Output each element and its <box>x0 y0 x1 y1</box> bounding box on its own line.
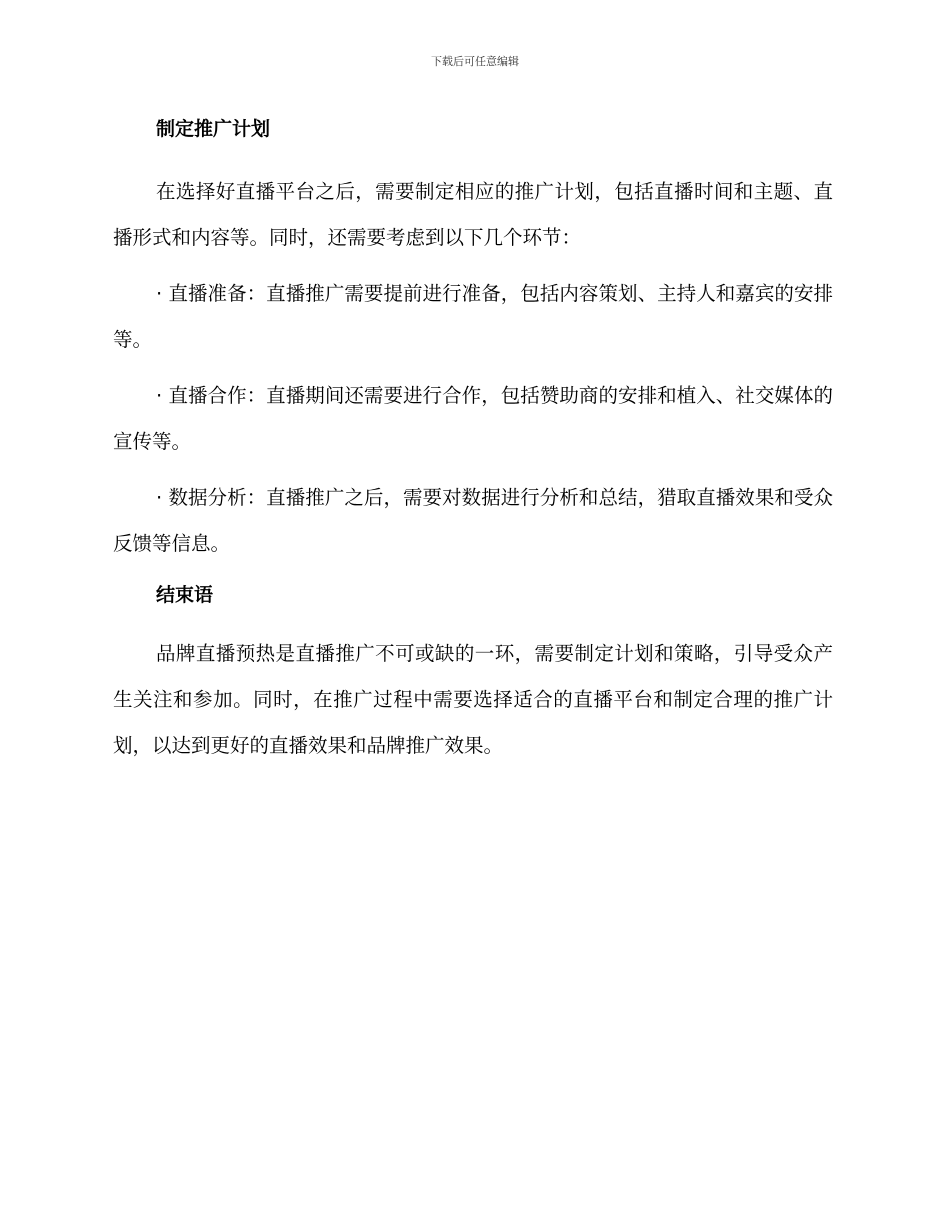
plan-intro-paragraph: 在选择好直播平台之后，需要制定相应的推广计划，包括直播时间和主题、直播形式和内容等。同时，还需要考虑到以下几个环节： <box>113 180 833 249</box>
bullet-item-cooperation: · 直播合作：直播期间还需要进行合作，包括赞助商的安排和植入、社交媒体的宣传等。 <box>113 384 833 453</box>
section-heading-conclusion: 结束语 <box>156 584 214 606</box>
bullet-item-preparation: · 直播准备：直播推广需要提前进行准备，包括内容策划、主持人和嘉宾的安排等。 <box>113 282 833 351</box>
conclusion-paragraph: 品牌直播预热是直播推广不可或缺的一环，需要制定计划和策略，引导受众产生关注和参加。同时，在推广过程中需要选择适合的直播平台和制定合理的推广计划，以达到更好的直播效果和品牌推广效果。 <box>113 642 833 757</box>
section-heading-plan: 制定推广计划 <box>156 118 271 140</box>
page-header: 下载后可任意编辑 <box>431 55 519 68</box>
document-body <box>113 113 833 769</box>
bullet-item-analysis: · 数据分析：直播推广之后，需要对数据进行分析和总结，猎取直播效果和受众反馈等信息。 <box>113 486 833 555</box>
